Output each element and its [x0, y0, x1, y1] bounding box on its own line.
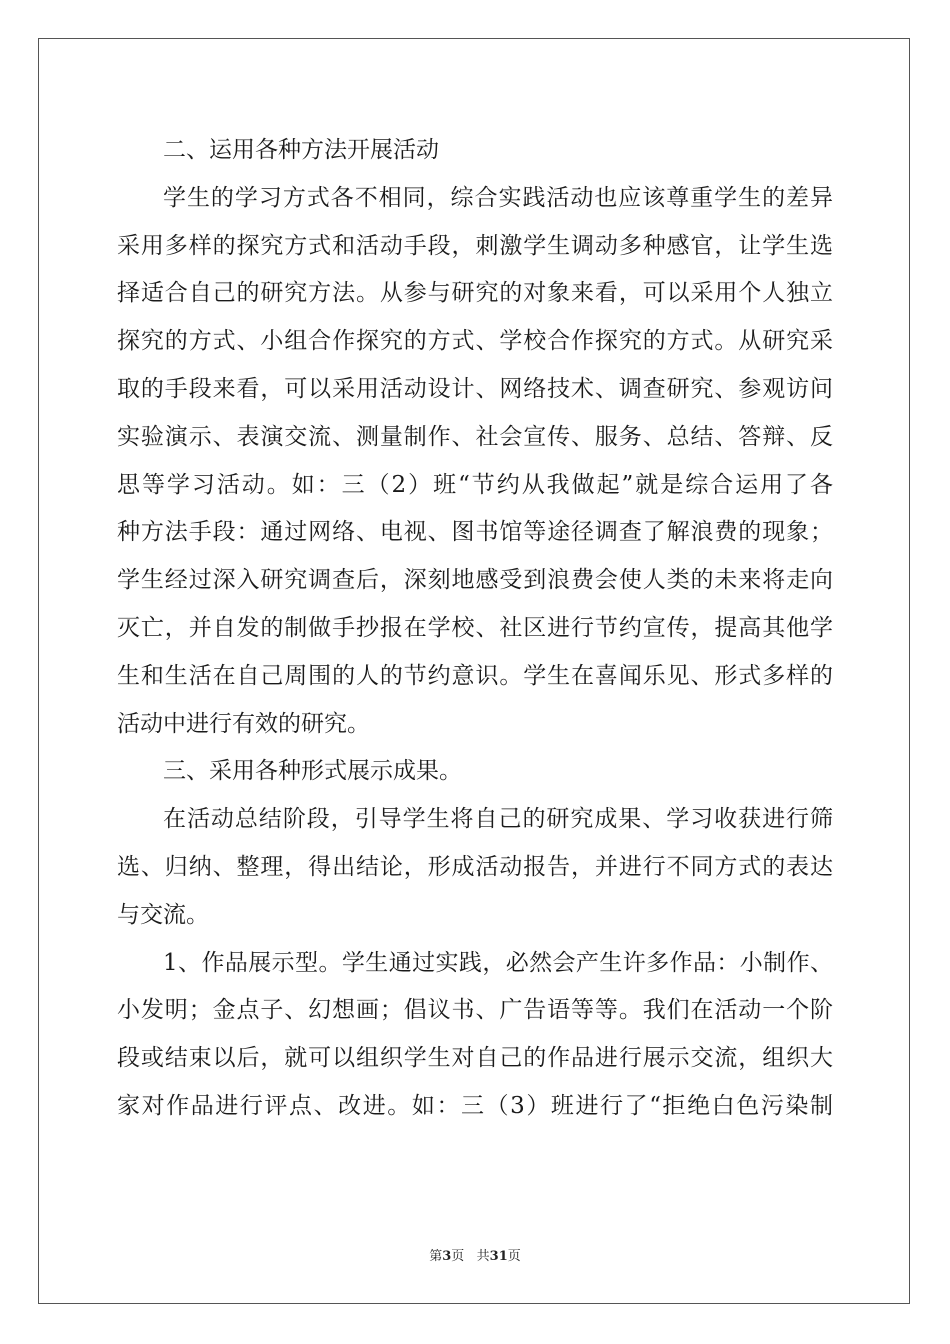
text-line: 学生的学习方式各不相同，综合实践活动也应该尊重学生的差异 — [163, 184, 833, 211]
text-line: 家对作品进行评点、改进。如：三（3）班进行了“拒绝白色污染制 — [117, 1092, 833, 1119]
text-line: 三、采用各种形式展示成果。 — [163, 758, 462, 785]
text-line: 小发明；金点子、幻想画；倡议书、广告语等等。我们在活动一个阶 — [117, 997, 833, 1024]
page-footer — [0, 1245, 950, 1264]
document-body — [117, 127, 833, 1131]
text-line: 段或结束以后，就可以组织学生对自己的作品进行展示交流，组织大 — [117, 1045, 833, 1072]
text-line: 种方法手段：通过网络、电视、图书馆等途径调查了解浪费的现象； — [117, 519, 833, 546]
total-page-count: 31 — [489, 1249, 508, 1264]
text-line: 灭亡，并自发的制做手抄报在学校、社区进行节约宣传，提高其他学 — [117, 614, 833, 641]
text-line: 在活动总结阶段，引导学生将自己的研究成果、学习收获进行筛 — [163, 806, 833, 833]
text-line: 实验演示、表演交流、测量制作、社会宣传、服务、总结、答辩、反 — [117, 423, 833, 450]
footer-suffix: 页 — [507, 1249, 521, 1264]
text-line: 二、运用各种方法开展活动 — [163, 137, 439, 163]
text-line: 探究的方式、小组合作探究的方式、学校合作探究的方式。从研究采 — [117, 328, 833, 355]
text-line: 选、归纳、整理，得出结论，形成活动报告，并进行不同方式的表达 — [117, 853, 833, 880]
text-line: 择适合自己的研究方法。从参与研究的对象来看，可以采用个人独立 — [117, 280, 833, 307]
text-line: 思等学习活动。如：三（2）班“节约从我做起”就是综合运用了各 — [117, 471, 833, 498]
text-line: 1、作品展示型。学生通过实践，必然会产生许多作品：小制作、 — [163, 949, 833, 976]
current-page-number: 3 — [442, 1249, 452, 1264]
footer-mid: 页 共 — [451, 1249, 490, 1264]
text-line: 生和生活在自己周围的人的节约意识。学生在喜闻乐见、形式多样的 — [117, 662, 833, 689]
text-line: 与交流。 — [117, 901, 209, 928]
text-line: 活动中进行有效的研究。 — [117, 710, 370, 737]
text-line: 学生经过深入研究调查后，深刻地感受到浪费会使人类的未来将走向 — [117, 567, 833, 594]
text-line: 取的手段来看，可以采用活动设计、网络技术、调查研究、参观访问 — [117, 375, 833, 402]
footer-prefix: 第 — [429, 1249, 443, 1264]
text-line: 采用多样的探究方式和活动手段，刺激学生调动多种感官，让学生选 — [117, 232, 833, 259]
